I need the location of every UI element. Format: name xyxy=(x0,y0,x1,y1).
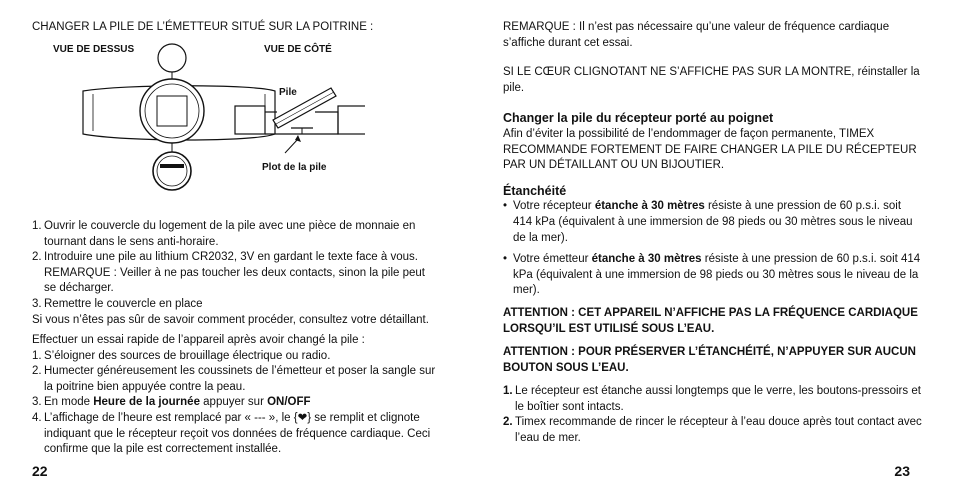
top-view-label: VUE DE DESSUS xyxy=(53,44,135,55)
after-steps-note: Si vous n’êtes pas sûr de savoir comment procéder, consultez votre détaillant. xyxy=(32,313,429,326)
battery-heading: CHANGER LA PILE DE L’ÉMETTEUR SITUÉ SUR LA POITRINE : xyxy=(32,21,374,33)
section-title-water: Étanchéité xyxy=(503,183,567,198)
battery-steps xyxy=(32,219,437,328)
side-right-block xyxy=(338,106,365,134)
remark: REMARQUE : Il n’est pas nécessaire qu’une valeur de fréquence cardiaque s’affiche durant cet essai. xyxy=(503,21,890,49)
side-view-label: VUE DE CÔTÉ xyxy=(264,44,332,55)
battery-label: Pile xyxy=(279,87,297,98)
step-1: 1. Ouvrir le couvercle du logement de la pile avec une pièce de monnaie en tournant dans le sens anti-horaire. xyxy=(32,220,416,248)
test-step-2: 2. Humecter généreusement les coussinets de l’émetteur et poser la sangle sur la poitrine bien appuyée contre la peau. xyxy=(32,365,436,393)
step-3: 3. Remettre le couvercle en place xyxy=(32,297,203,310)
test-section xyxy=(32,333,437,458)
right-content xyxy=(503,20,923,447)
water-note-1: 1. Le récepteur est étanche aussi longtemps que le verre, les boutons-pressoirs et le boîtier sont intacts. xyxy=(503,385,921,413)
attention-heart-rate: ATTENTION : CET APPAREIL N’AFFICHE PAS LA FRÉQUENCE CARDIAQUE LORSQU’IL EST UTILISÉ SOUS L’EAU. xyxy=(503,306,918,335)
right-page xyxy=(477,0,954,489)
section-body-wrist-battery: Afin d’éviter la possibilité de l’endommager de façon permanente, TIMEX RECOMMANDE FORTEMENT DE FAIRE CHANGER LA PILE DU RÉCEPTEUR PAR UN DÉTAILLANT OU UN BIJOUTIER. xyxy=(503,127,917,172)
test-step-4: 4. L’affichage de l’heure est remplacé par « --- », le {❤} se remplit et clignote indiquant que le récepteur reçoit vos données de fréquence cardiaque. Ceci confirme que la pile est correctement installée. xyxy=(32,411,431,456)
side-left-block xyxy=(235,106,265,134)
test-step-3: 3. En mode Heure de la journée appuyer sur ON/OFF xyxy=(32,396,311,409)
contact-label: Plot de la pile xyxy=(262,162,327,173)
water-note-2: 2. Timex recommande de rincer le récepteur à l’eau douce après tout contact avec l’eau de mer. xyxy=(503,416,922,445)
page-number-left: 22 xyxy=(32,463,48,480)
attention-buttons: ATTENTION : POUR PRÉSERVER L’ÉTANCHÉITÉ, N’APPUYER SUR AUCUN BOUTON SOUS L’EAU. xyxy=(503,346,916,374)
step-2-remark: REMARQUE : Veiller à ne pas toucher les deux contacts, sinon la pile peut se décharger. xyxy=(44,266,425,295)
bullet-transmitter: • Votre émetteur étanche à 30 mètres résiste à une pression de 60 p.s.i. soit 414 kPa (équivalent à une immersion de 98 pieds ou 30 mètres sous le niveau de la mer). xyxy=(503,253,921,297)
heart-note: SI LE CŒUR CLIGNOTANT NE S’AFFICHE PAS SUR LA MONTRE, réinstaller la pile. xyxy=(503,66,920,94)
bullet-receiver: • Votre récepteur étanche à 30 mètres résiste à une pression de 60 p.s.i. soit 414 kPa (équivalent à une immersion de 98 pieds ou 30 mètres sous le niveau de la mer). xyxy=(503,200,913,244)
battery-cover-small xyxy=(158,44,186,72)
heart-icon: ❤ xyxy=(297,411,308,424)
test-intro: Effectuer un essai rapide de l’appareil après avoir changé la pile : xyxy=(32,334,365,346)
page-number-right: 23 xyxy=(894,463,910,480)
step-2: 2. Introduire une pile au lithium CR2032, 3V en gardant le texte face à vous. xyxy=(32,251,418,264)
test-step-1: 1. S’éloigner des sources de brouillage électrique ou radio. xyxy=(32,349,331,362)
section-title-wrist-battery: Changer la pile du récepteur porté au poignet xyxy=(503,111,774,126)
battery-diagram xyxy=(45,36,365,191)
